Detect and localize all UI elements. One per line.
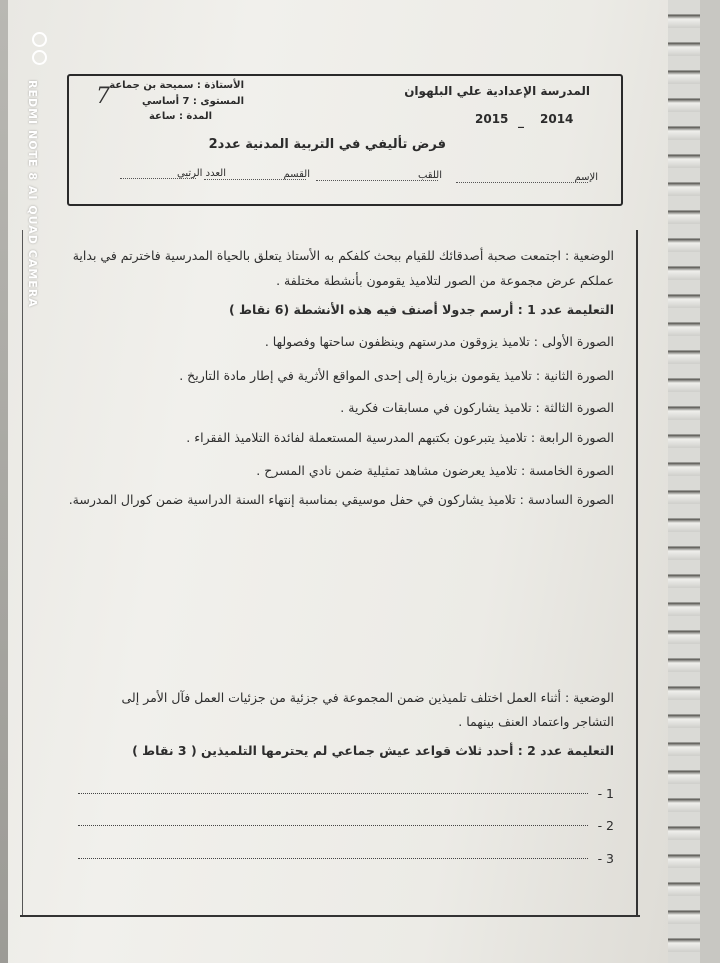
- year-separator: _: [518, 114, 524, 128]
- image-6: الصورة السادسة : تلاميذ يشاركون في حفل موسيقي بمناسبة إنتهاء السنة الدراسية ضمن كورال المدرسة.: [68, 492, 614, 507]
- handwritten-grade: 7: [96, 84, 110, 109]
- instruction1: التعليمة عدد 1 : أرسم جدولا أصنف فيه هذه الأنشطة (6 نقاط ): [228, 302, 614, 317]
- camera-logo-icon: [32, 32, 60, 68]
- name-label: الإسم: [574, 172, 598, 183]
- exam-title: فرض تأليفي في التربية المدنية عدد2: [208, 137, 446, 152]
- level: المستوى : 7 أساسي: [142, 96, 244, 107]
- name-dots: [456, 182, 588, 183]
- answer-line-1: [78, 793, 588, 794]
- year-start: 2014: [540, 112, 574, 126]
- watermark-device: REDMI NOTE 8: [26, 80, 39, 182]
- school-name: المدرسة الإعدادية علي البلهوان: [404, 84, 590, 98]
- situation1-line1: الوضعية : اجتمعت صحبة أصدقائك للقيام ببحث كلفكم به الأستاذ يتعلق بالحياة المدرسية فاخترتم في بداية: [72, 248, 614, 263]
- duration: المدة : ساعة: [148, 111, 212, 122]
- surname-label: اللقب: [417, 170, 442, 181]
- image-5: الصورة الخامسة : تلاميذ يعرضون مشاهد تمثيلية ضمن نادي المسرح .: [256, 463, 614, 478]
- page-frame-bottom: [20, 915, 640, 917]
- page-frame-right: [636, 230, 638, 916]
- answer-number-2: 2 -: [597, 818, 614, 833]
- situation2-line2: التشاجر واعتماد العنف بينهما .: [458, 714, 614, 729]
- surname-dots: [316, 180, 438, 181]
- answer-line-2: [78, 825, 588, 826]
- image-1: الصورة الأولى : تلاميذ يزوقون مدرستهم وينظفون ساحتها وفصولها .: [264, 334, 614, 349]
- instruction2: التعليمة عدد 2 : أحدد ثلاث قواعد عيش جماعي لم يحترمها التلميذين ( 3 نقاط ): [132, 743, 614, 758]
- image-4: الصورة الرابعة : تلاميذ يتبرعون بكتبهم المدرسية المستعملة لفائدة التلاميذ الفقراء .: [186, 430, 614, 445]
- situation1-line2: عملكم عرض مجموعة من الصور لتلاميذ يقومون بأنشطة مختلفة .: [276, 273, 614, 288]
- number-dots: [120, 178, 196, 179]
- answer-number-3: 3 -: [597, 851, 614, 866]
- page-frame-left: [22, 230, 23, 916]
- number-label: العدد الرتبي: [176, 168, 226, 179]
- situation2-line1: الوضعية : أثناء العمل اختلف تلميذين ضمن المجموعة في جزئية من جزئيات العمل فآل الأمر إلى: [121, 690, 614, 705]
- class-label: القسم: [283, 169, 310, 180]
- answer-number-1: 1 -: [597, 786, 614, 801]
- watermark-camera: AI QUAD CAMERA: [26, 185, 39, 308]
- class-dots: [204, 179, 306, 180]
- answer-line-3: [78, 858, 588, 859]
- camera-watermark: [20, 30, 60, 308]
- watermark-text: [26, 80, 39, 308]
- year-end: 2015: [475, 112, 509, 126]
- notebook-edge: [700, 0, 720, 963]
- image-3: الصورة الثالثة : تلاميذ يشاركون في مسابقات فكرية .: [340, 400, 614, 415]
- teacher-name: الأستاذة : سميحة بن جماعة: [109, 80, 244, 91]
- image-2: الصورة الثانية : تلاميذ يقومون بزيارة إلى إحدى المواقع الأثرية في إطار مادة التاريخ .: [179, 368, 614, 383]
